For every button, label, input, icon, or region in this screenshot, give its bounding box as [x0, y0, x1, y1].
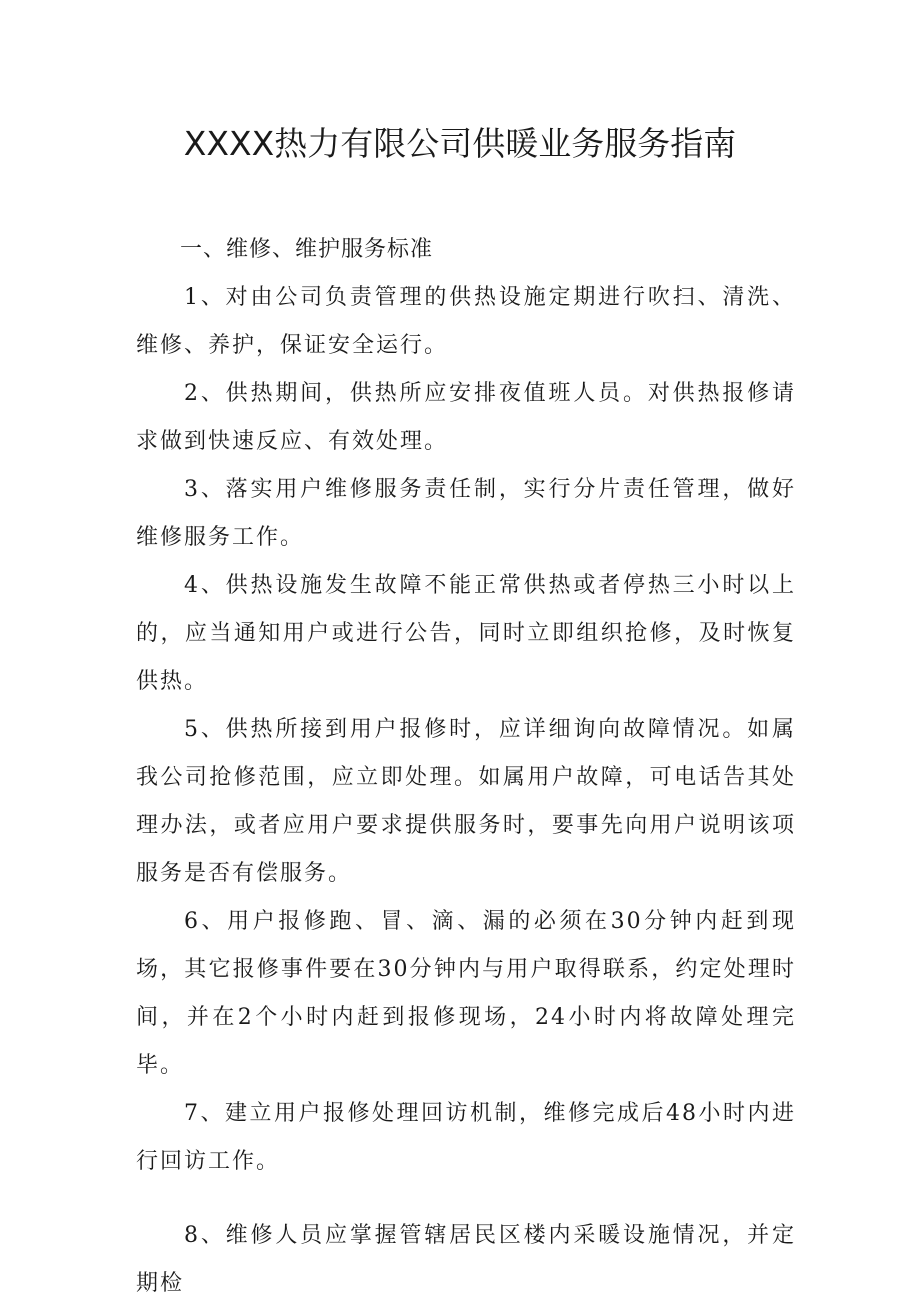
paragraph-5: 5、供热所接到用户报修时，应详细询向故障情况。如属我公司抢修范围，应立即处理。如属用户故障，可电话告其处理办法，或者应用户要求提供服务时，要事先向用户说明该项服务是否有偿服务。	[136, 717, 796, 886]
paragraph-1: 1、对由公司负责管理的供热设施定期进行吹扫、清洗、维修、养护，保证安全运行。	[136, 285, 796, 358]
paragraph-6: 6、用户报修跑、冒、滴、漏的必须在30分钟内赶到现场，其它报修事件要在30分钟内与用户取得联系，约定处理时间，并在2个小时内赶到报修现场，24小时内将故障处理完毕。	[136, 909, 796, 1078]
document-title: XXXX热力有限公司供暖业务服务指南	[183, 124, 737, 163]
section-heading: 一、维修、维护服务标准	[180, 237, 434, 262]
paragraph-2: 2、供热期间，供热所应安排夜值班人员。对供热报修请求做到快速反应、有效处理。	[136, 381, 796, 454]
paragraph-3: 3、落实用户维修服务责任制，实行分片责任管理，做好维修服务工作。	[136, 477, 796, 550]
paragraph-7: 7、建立用户报修处理回访机制，维修完成后48小时内进行回访工作。	[136, 1101, 796, 1174]
document-body	[136, 226, 796, 1308]
paragraph-4: 4、供热设施发生故障不能正常供热或者停热三小时以上的，应当通知用户或进行公告，同时立即组织抢修，及时恢复供热。	[136, 573, 796, 694]
paragraph-8: 8、维修人员应掌握管辖居民区楼内采暖设施情况，并定期检	[136, 1223, 796, 1296]
